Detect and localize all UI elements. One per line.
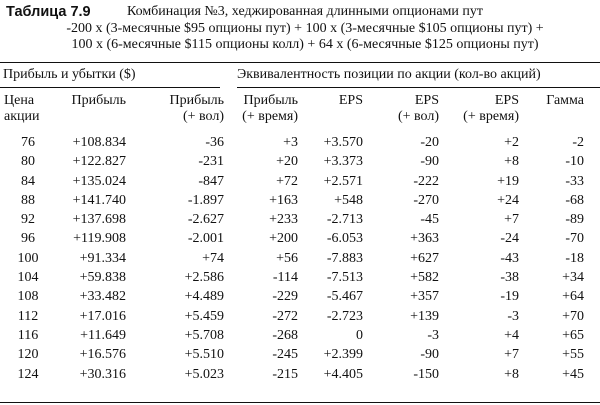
cell-price: 120: [17, 347, 39, 363]
cell-eps: -2.723: [326, 308, 363, 324]
cell-profit: +30.316: [79, 366, 126, 382]
cell-profit: +33.482: [79, 289, 126, 305]
cell-eps: +2.571: [323, 173, 363, 189]
cell-price: 96: [21, 231, 35, 247]
cell-gamma: -33: [565, 173, 584, 189]
table-row: [0, 268, 584, 287]
cell-profit-vol: +74: [202, 250, 224, 266]
table-title: [20, 4, 590, 54]
cell-eps: +548: [334, 192, 363, 208]
cell-profit-vol: +5.023: [184, 366, 224, 382]
col-header-eps-time: EPS (+ время): [463, 93, 519, 124]
cell-eps: -2.713: [326, 212, 363, 228]
cell-eps: +3.570: [323, 135, 363, 150]
table-row: [0, 345, 584, 364]
cell-profit-vol: -2.001: [187, 231, 224, 247]
cell-price: 76: [21, 135, 35, 150]
cell-eps-time: +7: [504, 347, 519, 363]
cell-profit: +59.838: [79, 270, 126, 286]
col-header-gamma: Гамма: [546, 93, 584, 108]
table-row: [0, 365, 584, 384]
cell-gamma: -68: [565, 192, 584, 208]
table-row: [0, 133, 584, 152]
table-row: [0, 172, 584, 191]
cell-eps: +2.399: [323, 347, 363, 363]
cell-eps: +3.373: [323, 154, 363, 170]
top-rule: [0, 62, 600, 63]
cell-eps-time: -38: [500, 270, 519, 286]
col-header-profit-vol: Прибыль (+ вол): [169, 93, 224, 124]
cell-eps-vol: -270: [413, 192, 439, 208]
cell-profit-time: -272: [272, 308, 298, 324]
table-row: [0, 249, 584, 268]
cell-eps-time: +8: [504, 366, 519, 382]
cell-profit-time: +72: [276, 173, 298, 189]
cell-profit-vol: -1.897: [187, 192, 224, 208]
cell-eps-time: -43: [500, 250, 519, 266]
cell-profit-vol: +5.459: [184, 308, 224, 324]
cell-eps: -7.883: [326, 250, 363, 266]
col-header-eps: EPS: [338, 93, 363, 108]
cell-eps: -6.053: [326, 231, 363, 247]
cell-eps: 0: [356, 327, 363, 343]
cell-profit-time: -114: [272, 270, 298, 286]
col-header-price: Цена акции: [4, 93, 40, 124]
title-line-2: -200 x (3-месячные $95 опционы пут) + 100 x (3-месячные $105 опционы пут) +: [66, 20, 544, 36]
cell-eps-vol: -222: [413, 173, 439, 189]
cell-profit: +91.334: [79, 250, 126, 266]
bottom-rule: [0, 402, 600, 403]
cell-profit: +16.576: [79, 347, 126, 363]
cell-profit: +122.827: [72, 154, 126, 170]
cell-profit: +108.834: [72, 135, 126, 150]
column-header-row: [0, 93, 584, 133]
cell-profit-time: -215: [272, 366, 298, 382]
cell-profit-time: +163: [269, 192, 298, 208]
cell-price: 80: [21, 154, 35, 170]
cell-gamma: +55: [562, 347, 584, 363]
cell-profit-time: +56: [276, 250, 298, 266]
cell-price: 84: [21, 173, 35, 189]
options-table: [0, 93, 584, 384]
cell-profit-time: +233: [269, 212, 298, 228]
table-row: [0, 287, 584, 306]
cell-price: 116: [17, 327, 39, 343]
cell-profit-vol: +5.708: [184, 327, 224, 343]
cell-eps-vol: -45: [420, 212, 439, 228]
cell-eps-vol: -3: [427, 327, 439, 343]
table-label: Таблица 7.9: [6, 4, 91, 20]
table-row: [0, 191, 584, 210]
cell-eps: +4.405: [323, 366, 363, 382]
cell-profit: +137.698: [72, 212, 126, 228]
cell-profit-time: +20: [276, 154, 298, 170]
cell-eps-vol: +139: [410, 308, 439, 324]
table-row: [0, 210, 584, 229]
title-line-3: 100 x (6-месячные $115 опционы колл) + 64 x (6-месячные $125 опционы пут): [71, 37, 539, 52]
cell-eps-time: +19: [497, 173, 519, 189]
cell-eps: -7.513: [326, 270, 363, 286]
cell-eps-vol: +357: [410, 289, 439, 305]
cell-price: 100: [17, 250, 39, 266]
col-header-eps-vol: EPS (+ вол): [397, 93, 439, 124]
cell-eps-time: +4: [504, 327, 519, 343]
table-body: [0, 133, 584, 384]
cell-profit-vol: -2.627: [187, 212, 224, 228]
cell-eps-time: -24: [500, 231, 519, 247]
cell-price: 124: [17, 366, 39, 382]
cell-gamma: +64: [562, 289, 584, 305]
cell-price: 108: [17, 289, 39, 305]
cell-gamma: +34: [562, 270, 584, 286]
cell-eps-time: +2: [504, 135, 519, 150]
group-header-equivalence: Эквивалентность позиции по акции (кол-во акций): [237, 67, 541, 82]
cell-eps: -5.467: [326, 289, 363, 305]
cell-gamma: +45: [562, 366, 584, 382]
cell-profit-vol: -36: [205, 135, 224, 150]
cell-gamma: +65: [562, 327, 584, 343]
cell-eps-vol: -20: [420, 135, 439, 150]
cell-eps-time: -3: [507, 308, 519, 324]
cell-profit: +17.016: [79, 308, 126, 324]
cell-profit-time: +3: [283, 135, 298, 150]
title-line-1: Комбинация №3, хеджированная длинными опционами пут: [126, 4, 484, 19]
cell-profit: +119.908: [73, 231, 126, 247]
cell-profit: +141.740: [72, 192, 126, 208]
cell-profit-vol: +5.510: [184, 347, 224, 363]
cell-eps-vol: -90: [420, 347, 439, 363]
cell-profit: +11.649: [80, 327, 126, 343]
cell-profit-time: -268: [272, 327, 298, 343]
table-row: [0, 152, 584, 171]
table-row: [0, 307, 584, 326]
cell-profit-time: +200: [269, 231, 298, 247]
cell-gamma: +70: [562, 308, 584, 324]
group-underline-equivalence: [237, 87, 600, 88]
cell-gamma: -70: [565, 231, 584, 247]
cell-eps-time: -19: [500, 289, 519, 305]
col-header-profit: Прибыль: [71, 93, 126, 108]
cell-eps-vol: -150: [413, 366, 439, 382]
cell-gamma: -89: [565, 212, 584, 228]
cell-price: 92: [21, 212, 35, 228]
table-row: [0, 229, 584, 248]
cell-profit-vol: -847: [198, 173, 224, 189]
cell-eps-time: +24: [497, 192, 519, 208]
cell-gamma: -18: [565, 250, 584, 266]
cell-profit-time: -229: [272, 289, 298, 305]
cell-profit-vol: +2.586: [184, 270, 224, 286]
cell-profit-vol: +4.489: [184, 289, 224, 305]
table-row: [0, 326, 584, 345]
col-header-profit-time: Прибыль (+ время): [242, 93, 298, 124]
cell-eps-time: +8: [504, 154, 519, 170]
cell-gamma: -2: [572, 135, 584, 150]
cell-gamma: -10: [565, 154, 584, 170]
cell-price: 112: [17, 308, 39, 324]
group-underline-profit-loss: [0, 87, 220, 88]
group-header-profit-loss: Прибыль и убытки ($): [3, 67, 136, 82]
cell-eps-vol: +363: [410, 231, 439, 247]
cell-eps-vol: +627: [410, 250, 439, 266]
cell-eps-vol: +582: [410, 270, 439, 286]
cell-profit-time: -245: [272, 347, 298, 363]
cell-profit-vol: -231: [198, 154, 224, 170]
cell-price: 104: [17, 270, 39, 286]
cell-eps-vol: -90: [420, 154, 439, 170]
cell-profit: +135.024: [72, 173, 126, 189]
cell-price: 88: [21, 192, 35, 208]
cell-eps-time: +7: [504, 212, 519, 228]
